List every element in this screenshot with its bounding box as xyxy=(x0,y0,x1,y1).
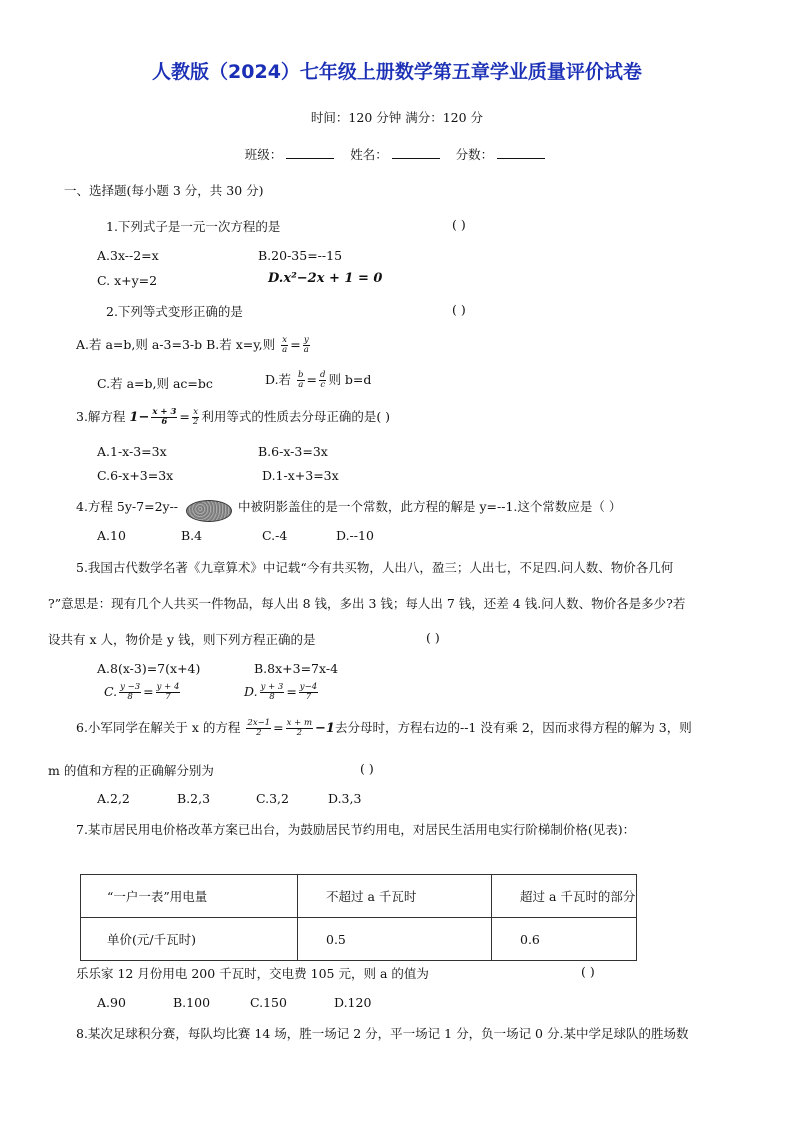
q5-answer-paren[interactable]: ( ) xyxy=(426,630,440,645)
q7-option-b[interactable]: B.100 xyxy=(173,995,211,1010)
q1-option-c[interactable]: C. x+y=2 xyxy=(97,273,158,288)
q7-answer-paren[interactable]: ( ) xyxy=(581,964,595,979)
q4-option-c[interactable]: C.-4 xyxy=(262,528,288,543)
table-header-row xyxy=(81,875,637,918)
score-blank[interactable] xyxy=(497,146,545,159)
q3-stem-suffix: 利用等式的性质去分母正确的是( ) xyxy=(201,409,391,424)
denominator: 7 xyxy=(165,692,171,702)
student-info-line xyxy=(0,145,794,163)
q2-option-c[interactable]: C.若 a=b,则 ac=bc xyxy=(97,376,213,391)
q5-stem-line2: ?”意思是：现有几个人共买一件物品，每人出 8 钱，多出 3 钱；每人出 7 钱，还差 4 钱.问人数、物价各是多少?若 xyxy=(48,596,686,611)
q6-stem: 6.小军同学在解关于 x 的方程 $\frac{2x-1}{2}$ = $\frac{x + m}{2}$ −1去分母时，方程右边的--1 没有乘 2，因而求得方程的解为 3，则 xyxy=(76,718,692,738)
q7-after-text: 乐乐家 12 月份用电 200 千瓦时，交电费 105 元，则 a 的值为 xyxy=(76,966,429,981)
q6-stem-prefix: 6.小军同学在解关于 x 的方程 xyxy=(76,720,241,735)
numerator: x xyxy=(282,335,288,345)
numerator: y + 3 xyxy=(260,682,284,692)
denominator: a xyxy=(303,345,309,355)
q5-option-c-prefix: C. xyxy=(104,684,118,699)
q5-stem-line1: 5.我国古代数学名著《九章算术》中记载“今有共买物，人出八，盈三；人出七，不足四.问人数、物价各几何 xyxy=(76,560,674,575)
fraction xyxy=(246,719,271,738)
denominator: a xyxy=(282,345,288,355)
q7-option-d[interactable]: D.120 xyxy=(334,995,372,1010)
q4-option-d[interactable]: D.--10 xyxy=(336,528,374,543)
table-row xyxy=(81,918,637,961)
q6-stem-suffix: 去分母时，方程右边的--1 没有乘 2，因而求得方程的解为 3，则 xyxy=(334,720,692,735)
q3-stem-prefix: 3.解方程 xyxy=(76,409,126,424)
q5-option-a[interactable]: A.8(x-3)=7(x+4) xyxy=(97,661,201,676)
fraction xyxy=(286,719,313,738)
fraction xyxy=(303,336,310,355)
q7-stem: 7.某市居民用电价格改革方案已出台，为鼓励居民节约用电，对居民生活用电实行阶梯制价格(见表)： xyxy=(76,822,636,837)
numerator: d xyxy=(319,370,326,380)
fraction xyxy=(156,683,181,702)
numerator: x + m xyxy=(286,718,313,728)
score-label: 分数： xyxy=(455,147,494,162)
fraction xyxy=(297,371,304,390)
q1-option-a[interactable]: A.3x--2=x xyxy=(97,248,159,263)
q3-option-c[interactable]: C.6-x+3=3x xyxy=(97,468,174,483)
q1-option-d[interactable]: D.x²−2x + 1 = 0 xyxy=(268,271,383,286)
q2-option-d[interactable]: D.若 $\frac{b}{a}$ = $\frac{d}{c}$ 则 b=d xyxy=(265,370,372,390)
denominator: 8 xyxy=(269,692,275,702)
q4-option-b[interactable]: B.4 xyxy=(181,528,203,543)
name-label: 姓名： xyxy=(350,147,388,162)
table-cell: 0.5 xyxy=(298,918,492,961)
q5-option-b[interactable]: B.8x+3=7x-4 xyxy=(254,661,339,676)
numerator: y −3 xyxy=(120,682,141,692)
numerator: b xyxy=(298,370,304,380)
q1-answer-paren[interactable]: ( ) xyxy=(452,217,466,232)
q8-stem-line1: 8.某次足球积分赛，每队均比赛 14 场，胜一场记 2 分，平一场记 1 分，负一场记 0 分.某中学足球队的胜场数 xyxy=(76,1026,689,1041)
denominator: 8 xyxy=(127,692,133,702)
q2-option-ab-text: A.若 a=b,则 a-3=3-b B.若 x=y,则 xyxy=(76,337,276,352)
fraction xyxy=(319,371,326,390)
table-cell: 单价(元/千瓦时) xyxy=(81,918,298,961)
q2-option-d-suffix: 则 b=d xyxy=(328,372,372,387)
q3-stem: 3.解方程 1− $\frac{x + 3}{6}$ = $\frac{x}{2}$ 利用等式的性质去分母正确的是( ) xyxy=(76,407,391,427)
class-blank[interactable] xyxy=(286,146,334,159)
numerator: x + 3 xyxy=(152,407,177,417)
numerator: y−4 xyxy=(299,682,318,692)
denominator: 6 xyxy=(161,417,168,427)
page-title: 人教版（2024）七年级上册数学第五章学业质量评价试卷 xyxy=(152,61,642,83)
q3-option-d[interactable]: D.1-x+3=3x xyxy=(262,468,339,483)
price-table xyxy=(80,874,637,961)
numerator: y + 4 xyxy=(156,682,180,692)
q6-option-b[interactable]: B.2,3 xyxy=(177,791,211,806)
denominator: 2 xyxy=(192,417,199,427)
q2-option-ab[interactable]: A.若 a=b,则 a-3=3-b B.若 x=y,则 $\frac{x}{a}$ = $\frac{y}{a}$ xyxy=(76,335,309,355)
q2-stem: 2.下列等式变形正确的是 xyxy=(106,304,243,319)
q6-option-a[interactable]: A.2,2 xyxy=(97,791,130,806)
q4-stem: 4.方程 5y-7=2y-- xyxy=(76,499,179,514)
q1-option-b[interactable]: B.20-35=--15 xyxy=(258,248,343,263)
q5-option-c[interactable]: C. $\frac{y -3}{8}$ = $\frac{y + 4}{7}$ xyxy=(104,682,180,702)
fraction xyxy=(260,683,285,702)
q5-option-d[interactable]: D. $\frac{y + 3}{8}$ = $\frac{y-4}{7}$ xyxy=(244,682,318,702)
denominator: 2 xyxy=(256,728,262,738)
q2-answer-paren[interactable]: ( ) xyxy=(452,302,466,317)
q7-option-c[interactable]: C.150 xyxy=(250,995,287,1010)
q7-option-a[interactable]: A.90 xyxy=(97,995,126,1010)
fraction xyxy=(192,408,199,427)
fraction xyxy=(119,683,141,702)
q3-option-b[interactable]: B.6-x-3=3x xyxy=(258,444,328,459)
exam-time-info: 时间：120 分钟 满分：120 分 xyxy=(310,110,484,125)
denominator: a xyxy=(298,380,304,390)
table-cell: 超过 a 千瓦时的部分 xyxy=(492,875,637,918)
numerator: 2x−1 xyxy=(247,718,271,728)
fraction xyxy=(281,336,288,355)
q5-option-d-prefix: D. xyxy=(244,684,258,699)
table-cell: “一户一表”用电量 xyxy=(81,875,298,918)
q5-stem-line3: 设共有 x 人，物价是 y 钱，则下列方程正确的是 xyxy=(48,632,316,647)
q2-option-d-prefix: D.若 xyxy=(265,372,292,387)
fraction xyxy=(299,683,318,702)
q6-option-d[interactable]: D.3,3 xyxy=(328,791,362,806)
denominator: 7 xyxy=(305,692,312,702)
fraction xyxy=(151,408,177,427)
table-cell: 不超过 a 千瓦时 xyxy=(298,875,492,918)
q3-option-a[interactable]: A.1-x-3=3x xyxy=(97,444,167,459)
ink-blot-icon xyxy=(186,500,232,522)
q4-stem-suffix: 中被阴影盖住的是一个常数，此方程的解是 y=--1.这个常数应是（ ） xyxy=(238,499,622,514)
numerator: y xyxy=(303,335,309,345)
q3-equation-one: 1− xyxy=(129,410,150,425)
q6-stem-line2: m 的值和方程的正确解分别为 xyxy=(48,763,214,778)
name-blank[interactable] xyxy=(392,146,440,159)
q6-answer-paren[interactable]: ( ) xyxy=(360,761,374,776)
denominator: c xyxy=(320,380,326,390)
q4-option-a[interactable]: A.10 xyxy=(97,528,126,543)
shaded-constant-blot xyxy=(186,500,232,522)
q6-equation-tail: −1 xyxy=(315,721,335,736)
q1-stem: 1.下列式子是一元一次方程的是 xyxy=(106,219,281,234)
class-label: 班级： xyxy=(244,147,283,162)
section-heading: 一、选择题(每小题 3 分，共 30 分) xyxy=(64,183,264,198)
numerator: x xyxy=(193,407,198,417)
q6-option-c[interactable]: C.3,2 xyxy=(256,791,289,806)
denominator: 2 xyxy=(296,728,303,738)
table-cell: 0.6 xyxy=(492,918,637,961)
